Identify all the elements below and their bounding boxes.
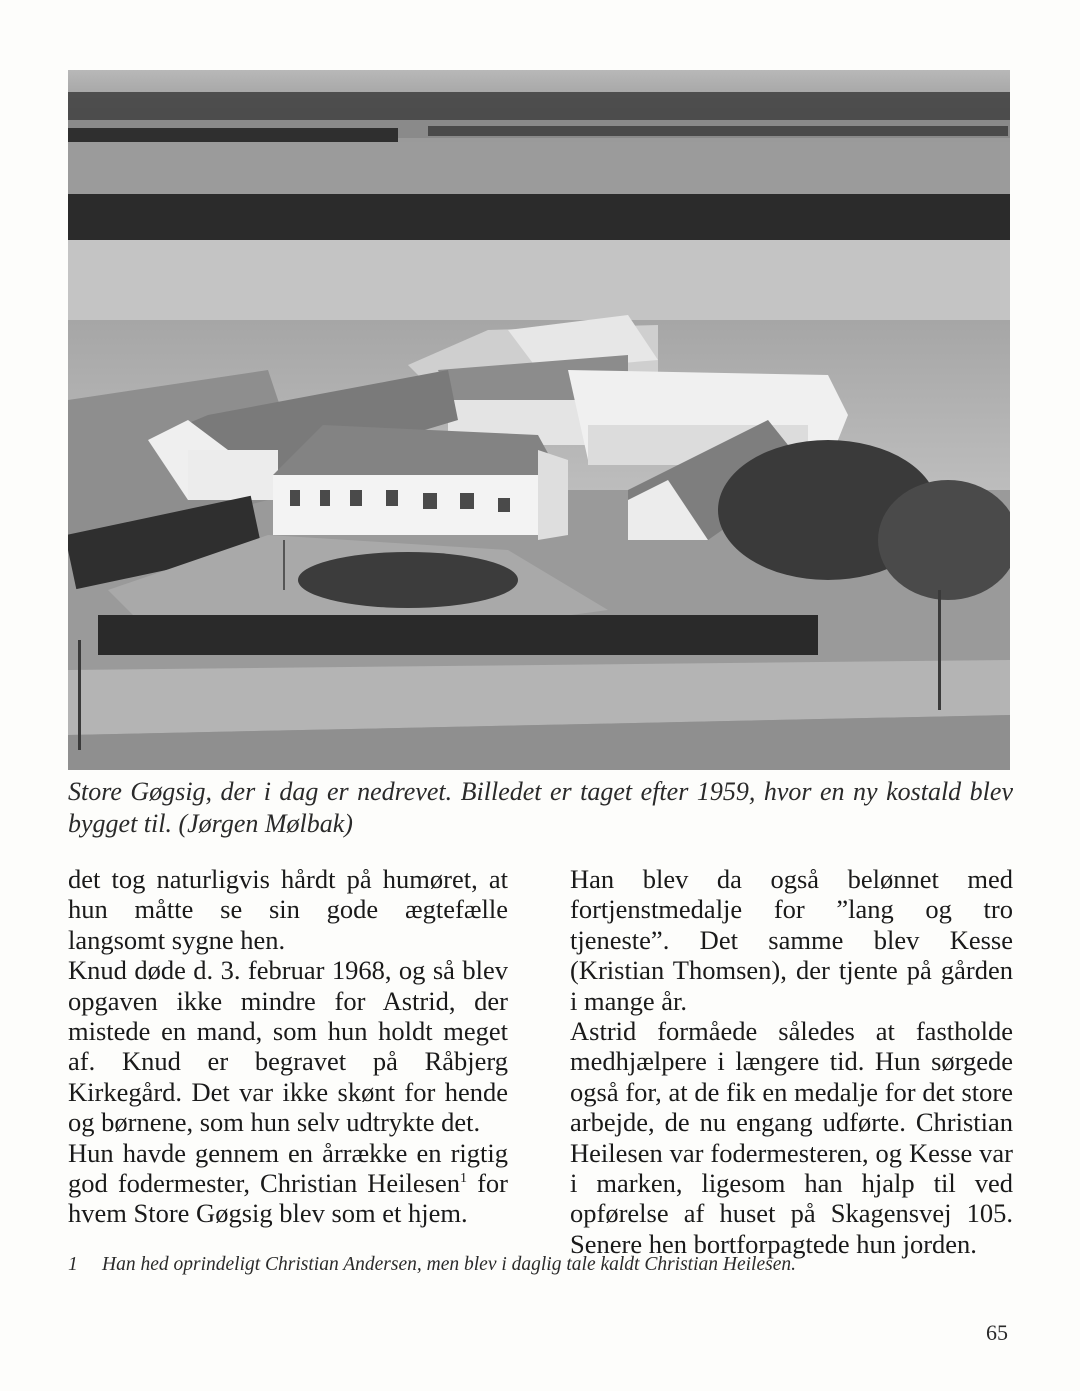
page-number: 65 (986, 1320, 1008, 1345)
footnote (68, 1252, 1013, 1278)
text-column-right (570, 864, 1013, 1259)
paragraph: Han blev da også belønnet med fortjenstmedalje for ”lang og tro tjeneste”. Det samme blev Kesse (Kristian Thomsen), der tjente på gården i mange år. (570, 864, 1013, 1016)
paragraph-text: Hun havde gennem en årrække en rigtig god fodermester, Christian Heilesen (68, 1137, 508, 1199)
paragraph: Knud døde d. 3. februar 1968, og så blev opgaven ikke mindre for Astrid, der mistede en mand, som hun holdt meget af. Knud er begravet på Råbjerg Kirkegård. Det var ikke skønt for hende og børnene, som hun selv udtrykte det. (68, 955, 508, 1138)
farm-aerial-photo (68, 70, 1010, 770)
footnote-text: Han hed oprindeligt Christian Andersen, men blev i daglig tale kaldt Christian Heilesen. (102, 1254, 796, 1275)
footnote-marker: 1 (460, 1171, 467, 1187)
paragraph: Astrid formåede således at fastholde medhjælpere i længere tid. Hun sørgede også for, at de fik en medalje for det store arbejde, de nu engang udførte. Christian Heilesen var fodermesteren, og Kesse var i marken, ligesom han hjalp til ved opførelse af huset på Skagensvej 105. Senere hen bortforpagtede hun jorden. (570, 1016, 1013, 1259)
text-column-left (68, 864, 508, 1229)
photo-caption: Store Gøgsig, der i dag er nedrevet. Billedet er taget efter 1959, hvor en ny kostald blev bygget til. (Jørgen Mølbak) (68, 777, 1013, 838)
footnote-number: 1 (68, 1254, 78, 1275)
paragraph-text: for hvem Store Gøgsig blev som et hjem. (68, 1168, 508, 1229)
paragraph (68, 1138, 508, 1229)
paragraph: det tog naturligvis hårdt på humøret, at hun måtte se sin gode ægtefælle langsomt sygne hen. (68, 864, 508, 955)
